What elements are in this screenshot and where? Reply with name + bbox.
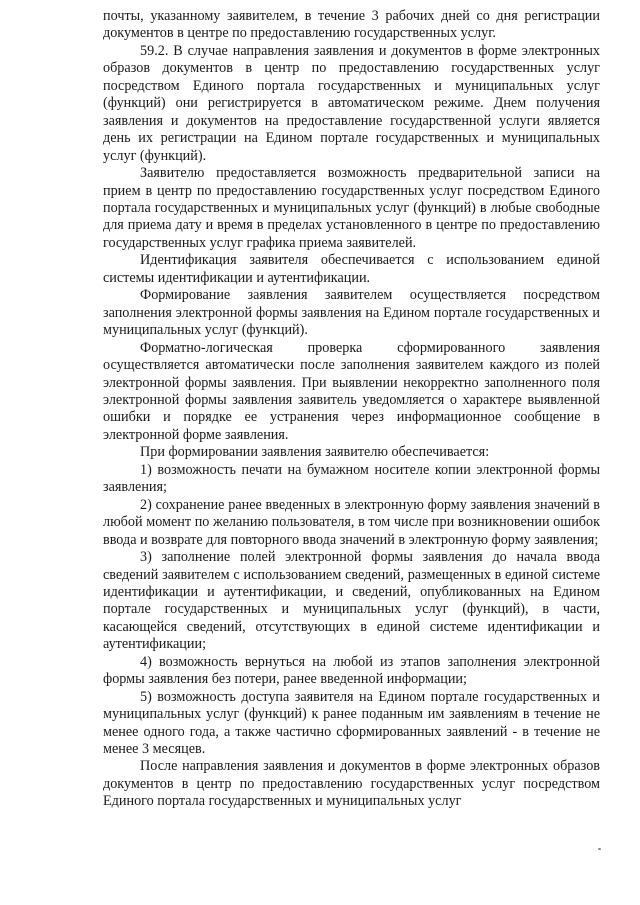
paragraph-identification: Идентификация заявителя обеспечивается с использованием единой системы идентификации и аутентификации. <box>103 252 600 286</box>
document-body <box>103 8 600 811</box>
paragraph-continuation: почты, указанному заявителем, в течение 3 рабочих дней со дня регистрации документов в центре по предоставлению государственных услуг. <box>103 8 600 42</box>
paragraph-provisions-intro: При формировании заявления заявителю обеспечивается: <box>140 444 490 461</box>
scan-speck <box>598 848 601 850</box>
paragraph-appointment: Заявителю предоставляется возможность предварительной записи на прием в центр по предоставлению государственных услуг посредством Единого портала государственных и муниципальных услуг (функций) в любые свободные для приема дату и время в пределах установленного в центре по предоставлению государственных услуг графика приема заявителей. <box>103 165 600 251</box>
list-item-5: 5) возможность доступа заявителя на Едином портале государственных и муниципальных услуг (функций) к ранее поданным им заявлениям в течение не менее одного года, а также частично сформированных заявлений - в течение не менее 3 месяцев. <box>103 688 600 758</box>
paragraph-format-check: Форматно-логическая проверка сформированного заявления осуществляется автоматически после заполнения заявителем каждого из полей электронной формы заявления. При выявлении некорректно заполненного поля электронной формы заявления заявитель уведомляется о характере выявленной ошибки и порядке ее устранения через информационное сообщение в электронной форме заявления. <box>103 339 600 443</box>
list-item-2: 2) сохранение ранее введенных в электронную форму заявления значений в любой момент по желанию пользователя, в том числе при возникновении ошибок ввода и возврате для повторного ввода значений в электронную форму заявления; <box>103 496 600 548</box>
paragraph-59-2: 59.2. В случае направления заявления и документов в форме электронных образов документов в центр по предоставлению государственных услуг посредством Единого портала государственных и муниципальных услуг (функций) они регистрируется в автоматическом режиме. Днем получения заявления и документов на предоставление государственной услуги является день их регистрации на Едином портале государственных и муниципальных услуг (функций). <box>103 42 600 164</box>
paragraph-after-submission: После направления заявления и документов в форме электронных образов документов в центр по предоставлению государственных услуг посредством Единого портала государственных и муниципальных услуг <box>103 758 600 810</box>
list-item-4: 4) возможность вернуться на любой из этапов заполнения электронной формы заявления без потери, ранее введенной информации; <box>103 653 600 688</box>
list-item-1: 1) возможность печати на бумажном носителе копии электронной формы заявления; <box>103 461 600 496</box>
list-item-3: 3) заполнение полей электронной формы заявления до начала ввода сведений заявителем с использованием сведений, размещенных в единой системе идентификации и аутентификации, и сведений, опубликованных на Едином портале государственных и муниципальных услуг (функций), в части, касающейся сведений, отсутствующих в единой системе идентификации и аутентификации; <box>103 549 600 653</box>
paragraph-form-filling: Формирование заявления заявителем осуществляется посредством заполнения электронной формы заявления на Едином портале государственных и муниципальных услуг (функций). <box>103 287 600 339</box>
